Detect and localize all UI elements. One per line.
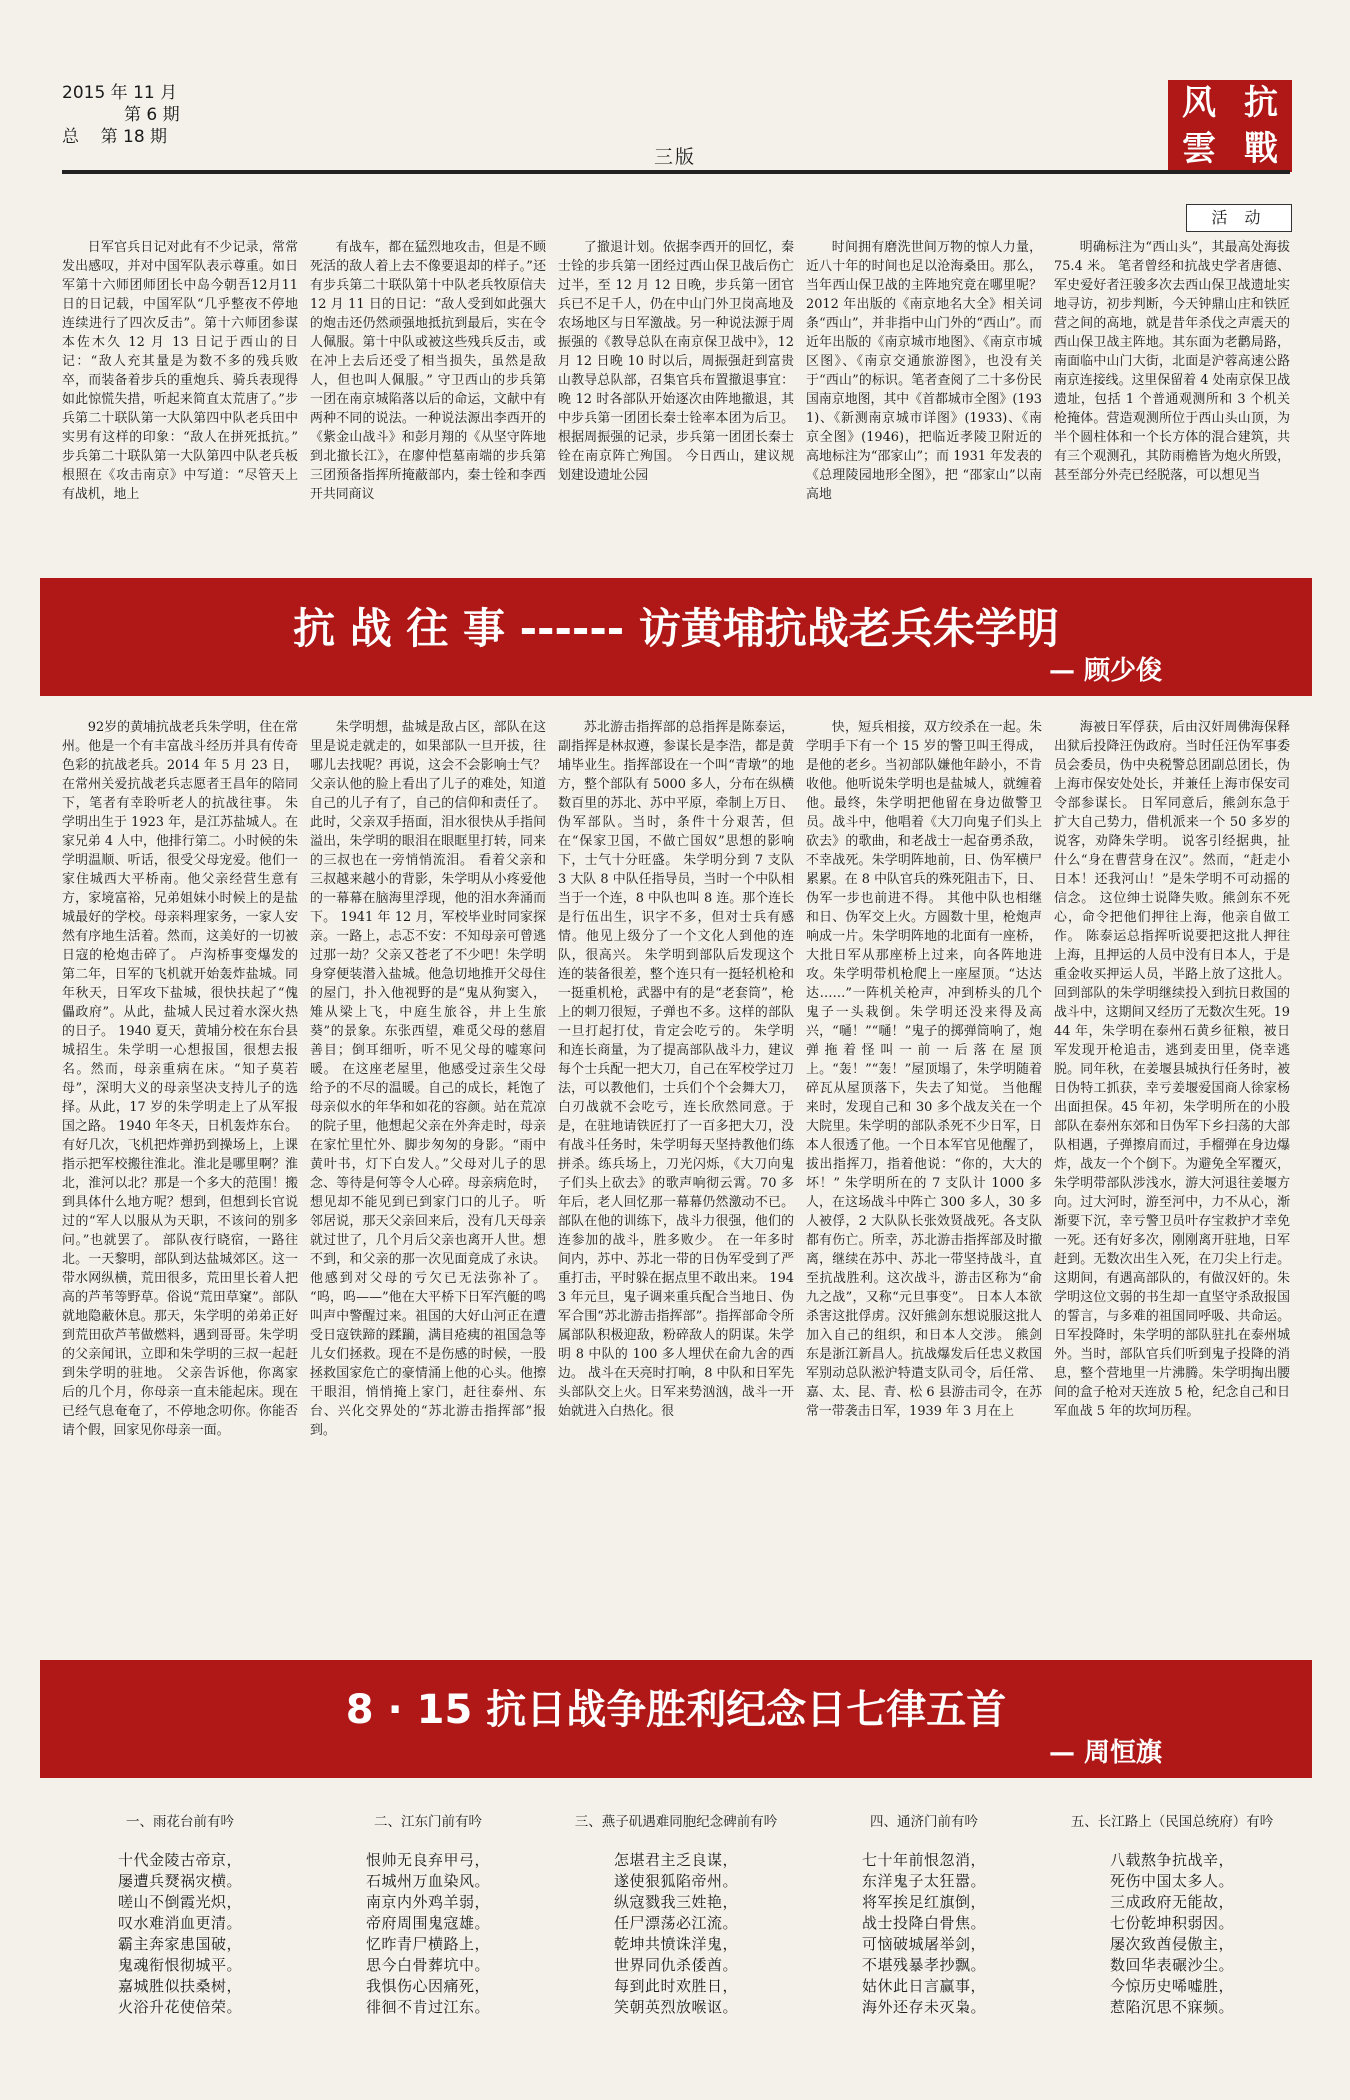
article-column: 快，短兵相接，双方绞杀在一起。朱学明手下有一个 15 岁的警卫叫王得成，是他的老乡。当初部队嫌他年龄小，不肯收他。他听说朱学明也是盐城人，就缠着他。最终，朱学明把他留在身边做警卫员。战斗中，他唱着《大刀向鬼子们头上砍去》的歌曲，和老战士一起奋勇杀敌，不幸战死。朱学明阵地前，日、伪军横尸累累。在 8 中队官兵的殊死阻击下，日、伪军一步也前进不得。 其他中队也相继和日、伪军交上火。方圆数十里，枪炮声响成一片。朱学明阵地的北面有一座桥，大批日军从那座桥上过来，向各阵地进攻。朱学明带机枪爬上一座屋顶。“达达达……”一阵机关枪声，冲到桥头的几个鬼子一头栽倒。朱学明还没来得及高兴，“嗵！”“嗵！”鬼子的掷弹筒响了，炮弹拖着怪叫一前一后落在屋顶上。“轰！”“轰！”屋顶塌了，朱学明随着碎瓦从屋顶落下，失去了知觉。 当他醒来时，发现自己和 30 多个战友关在一个大院里。朱学明的部队杀死不少日军，日本人很透了他。一个日本军官见他醒了，拔出指挥刀，指着他说：“你的，大大的坏！” 朱学明所在的 7 支队计 1000 多人，在这场战斗中阵亡 300 多人，30 多人被俘，2 大队队长张效贤战死。各支队都有伤亡。所幸，苏北游击指挥部及时撤离，继续在苏中、苏北一带坚持战斗，直至抗战胜利。这次战斗，游击区称为“俞九之战”，又称“元旦事变”。 日本人本欲杀害这批俘虏。汉奸熊剑东想说服这批人加入自己的组织，和日本人交涉。 熊剑东是浙江新昌人。抗战爆发后任忠义救国军别动总队淞沪特遣支队司令，后任常、嘉、太、昆、青、松 6 县游击司令，在苏常一带袭击日军，1939 年 3 月在上 [806, 720, 1042, 1419]
poem [62, 1810, 298, 2018]
poem-line: 思今白骨葬坑中。 [365, 1956, 490, 1974]
poem-line: 恨帅无良弃甲弓， [365, 1851, 490, 1869]
poem-line: 屡遭兵燹祸灾横。 [117, 1872, 242, 1890]
poem-line: 屡次致酋侵傲主， [1109, 1935, 1234, 1953]
top-column: 明确标注为“西山头”，其最高处海拔 75.4 米。 笔者曾经和抗战史学者唐德、军史爱好者汪骏多次去西山保卫战遗址实地寻访，初步判断，今天钟鼎山庄和铁匠营之间的高地，就是昔年杀伐之声震天的西山保卫战主阵地。其东面为老鹳局路，南面临中山门大街，北面是沪蓉高速公路南京连接线。这里保留着 4 处南京保卫战遗址，包括 1 个普通观测所和 3 个机关枪掩体。营造观测所位于西山头山顶，为半个圆柱体和一个长方体的混合建筑，共有三个观测孔，其防雨檐皆为炮火所毁，甚至部分外壳已经脱落，可以想见当 [1054, 240, 1290, 483]
poem [1054, 1810, 1290, 2018]
poem-line: 死伤中国太多人。 [1109, 1872, 1234, 1890]
main-article [62, 718, 1290, 1638]
top-article [62, 238, 1290, 558]
poem-line: 纵寇戮我三姓艳， [613, 1893, 738, 1911]
poem-line: 七份乾坤积弱因。 [1109, 1914, 1234, 1932]
article-banner [40, 578, 1312, 696]
poem-line: 每到此时欢胜日， [613, 1977, 738, 1995]
poem-line: 七十年前恨忽消， [861, 1851, 986, 1869]
poem-line: 火浴升花使倍荣。 [117, 1998, 242, 2016]
poem [806, 1810, 1042, 2018]
poem-line: 遂使狠狐陷帝州。 [613, 1872, 738, 1890]
poem-line: 帝府周围鬼寇雄。 [365, 1914, 490, 1932]
poem-line: 乾坤共愤诛洋鬼， [613, 1935, 738, 1953]
article-column: 海被日军俘获，后由汉奸周佛海保释出狱后投降汪伪政府。当时任汪伪军事委员会委员，伪中央税警总团副总团长，伪上海市保安处处长，并兼任上海市保安司令部参谋长。 日军同意后，熊剑东急于扩大自己势力，借机派来一个 50 多岁的说客，劝降朱学明。 说客引经据典，扯什么“身在曹营身在汉”。然而，“赶走小日本！还我河山！”是朱学明不可动摇的信念。 这位绅士说降失败。熊剑东不死心，命令把他们押往上海，他亲自做工作。 陈泰运总指挥听说要把这批人押往上海，且押运的人员中没有日本人，于是重金收买押运人员，半路上放了这批人。 回到部队的朱学明继续投入到抗日救国的战斗中，这期间又经历了无数次生死。1944 年，朱学明在泰州石黄乡征粮，被日军发现开枪追击，逃到麦田里，侥幸逃脱。同年秋，在姜堰县城执行任务时，被日伪特工抓获，幸亏姜堰爱国商人徐家杨出面担保。45 年初，朱学明所在的小股部队在泰州东郊和日伪军下乡扫荡的大部队相遇，子弹擦肩而过，手榴弹在身边爆炸，战友一个个倒下。为避免全军覆灭，朱学明带部队涉浅水，游大河退往姜堰方向。过大河时，游至河中，力不从心，渐渐要下沉，幸亏警卫员叶存宝救护才幸免一死。还有好多次，刚刚离开驻地，日军赶到。无数次出生入死，在刀尖上行走。这期间，有遇高部队的，有做汉奸的。朱学明这位文弱的书生却一直坚守杀敌报国的誓言，与多难的祖国同呼吸、共命运。 日军投降时，朱学明的部队驻扎在泰州城外。当时，部队官兵们听到鬼子投降的消息，整个营地里一片沸腾。朱学明掏出腰间的盒子枪对天连放 5 枪，纪念自己和日军血战 5 年的坎坷历程。 [1054, 720, 1290, 1419]
poem-line: 三成政府无能故， [1109, 1893, 1234, 1911]
issue-date: 2015 年 11 月 [62, 83, 178, 103]
top-column: 了撤退计划。依据李西开的回忆，秦士铨的步兵第一团经过西山保卫战后伤亡过半，至 12 月 12 日晚，步兵第一团官兵已不足千人，仍在中山门外卫岗高地及农场地区与日军激战。另一种说法源于周振强的《教导总队在南京保卫战中》，12 月 12 日晚 10 时以后，周振强赶到富贵山教导总队部，召集官兵布置撤退事宜：晚 12 时各部队开始逐次由阵地撤退，其中步兵第一团团长秦士铨率本团为后卫。根据周振强的记录，步兵第一团团长秦士铨在南京阵亡殉国。 今日西山，建议规划建设遗址公园 [558, 240, 794, 483]
issue-meta [62, 82, 180, 148]
poem-line: 石城州万血染风。 [365, 1872, 490, 1890]
page-label: 三版 [653, 146, 696, 168]
poem-title: 二、江东门前有吟 [374, 1814, 482, 1830]
poem-section-title: 8 · 15 抗日战争胜利纪念日七律五首 [345, 1687, 1007, 1733]
article-column: 朱学明想，盐城是敌占区，部队在这里是说走就走的，如果部队一旦开拔，往哪儿去找呢？再说，这会不会影响士气？父亲认他的脸上看出了儿子的难处，知道自己的儿子有了，自己的信仰和责任了。此时，父亲双手捂面，泪水很快从手指间溢出，朱学明的眼泪在眼眶里打转，同来的三叔也在一旁悄悄流泪。 看着父亲和三叔越来越小的背影，朱学明从小疼爱他的一幕幕在脑海里浮现，他的泪水奔涌而下。 1941 年 12 月，军校毕业时同家探亲。一路上，忐忑不安：不知母亲可曾逃过那一劫？父亲又苍老了不少吧！朱学明身穿便装潜入盐城。他急切地推开父母住的屋门，扑入他视野的是“鬼从狗窦入，雉从梁上飞，中庭生旅谷，井上生旅葵”的景象。东张西望，难觅父母的慈眉善目；倒耳细听，听不见父母的嘘寒问暖。 在这座老屋里，他感受过亲生父母给予的不尽的温暖。自己的成长，耗饱了母亲似水的年华和如花的容颜。站在荒凉的院子里，他想起父亲在外奔走时，母亲在家忙里忙外、脚步匆匆的身影。“雨中黄叶书，灯下白发人。”父母对儿子的思念、等待是何等令人心碎。母亲病危时，想见却不能见到已到家门口的儿子。 听邻居说，那天父亲回来后，没有几天母亲就过世了，几个月后父亲也离开人世。想不到，和父亲的那一次见面竟成了永诀。他感到对父母的亏欠已无法弥补了。 “呜，呜——”他在大平桥下日军汽艇的鸣叫声中警醒过来。祖国的大好山河正在遭受日寇铁蹄的蹂躏，满目疮痍的祖国急等儿女们拯救。现在不是伤感的时候，一股拯救国家危亡的豪情涌上他的心头。他擦干眼泪，悄悄掩上家门，赶往泰州、东台、兴化交界处的“苏北游击指挥部”报到。 [310, 720, 546, 1438]
poem-line: 鬼魂衔恨彻城平。 [117, 1956, 242, 1974]
poem-grid [62, 1810, 1290, 2018]
poem-line: 霸主奔家患国破， [117, 1935, 242, 1953]
logo-char: 戰 [1244, 129, 1278, 169]
poem-line: 我惧伤心因痛死， [365, 1977, 490, 1995]
poem-line: 笑朝英烈放喉讴。 [613, 1998, 738, 2016]
section-tag: 活 动 [1186, 204, 1292, 232]
poem-line: 可恼破城屠举剑， [861, 1935, 986, 1953]
issue-total: 总 第 18 期 [62, 127, 168, 147]
logo-char: 雲 [1182, 129, 1216, 169]
issue-number: 第 6 期 [124, 105, 180, 125]
poem-line: 忆昨青尸横路上， [365, 1935, 490, 1953]
poem-title: 五、长江路上（民国总统府）有吟 [1070, 1814, 1274, 1830]
poem-line: 战士投降白骨焦。 [861, 1914, 986, 1932]
poem-line: 东洋鬼子太狂嚣。 [861, 1872, 986, 1890]
article-column: 苏北游击指挥部的总指挥是陈泰运，副指挥是林叔遵，参谋长是李浩，都是黄埔毕业生。指挥部设在一个叫“青墩”的地方，整个部队有 5000 多人，分布在纵横数百里的苏北、苏中平原，牵制上万日、伪军部队。当时，条件十分艰苦，但在“保家卫国，不做亡国奴”思想的影响下，士气十分旺盛。 朱学明分到 7 支队 3 大队 8 中队任指导员，当时一个中队相当于一个连，8 中队也叫 8 连。那个连长是行伍出生，识字不多，但对士兵有感情。他见上级分了一个文化人到他的连队，很高兴。 朱学明到部队后发现这个连的装备很差，整个连只有一挺轻机枪和一挺重机枪，武器中有的是“老套筒”，枪上的刺刀很短，子弹也不多。这样的部队一旦打起打仗，肯定会吃亏的。 朱学明和连长商量，为了提高部队战斗力，建议每个士兵配一把大刀，自己在军校学过刀法，可以教他们，士兵们个个会舞大刀，白刃战就不会吃亏，连长欣然同意。于是，在驻地请铁匠打了一百多把大刀，没有战斗任务时，朱学明每天坚持教他们练拼杀。练兵场上，刀光闪烁，《大刀向鬼子们头上砍去》的歌声响彻云霄。70 多年后，老人回忆那一幕幕仍然激动不已。 部队在他的训练下，战斗力很强，他们的连参加的战斗，胜多败少。 在一年多时间内，苏中、苏北一带的日伪军受到了严重打击，平时躲在据点里不敢出来。 1943 年元旦，鬼子调来重兵配合当地日、伪军合围“苏北游击指挥部”。指挥部命令所属部队积极迎敌，粉碎敌人的阴谋。朱学明 8 中队的 100 多人埋伏在俞九舍的西边。 战斗在天亮时打响，8 中队和日军先头部队交上火。日军来势汹汹，战斗一开始就进入白热化。很 [558, 720, 794, 1419]
newspaper-logo [1168, 80, 1292, 172]
poem-line: 不堪残暴孝抄飘。 [861, 1956, 986, 1974]
poem-line: 数回华表碾沙尘。 [1109, 1956, 1234, 1974]
poem [558, 1810, 794, 2018]
article-column: 92岁的黄埔抗战老兵朱学明，住在常州。他是一个有丰富战斗经历并具有传奇色彩的抗战老兵。2014 年 5 月 23 日，在常州关爱抗战老兵志愿者王昌年的陪同下，笔者有幸聆听老人的抗战往事。 朱学明出生于 1923 年，是江苏盐城人。在家兄弟 4 人中，他排行第二。小时候的朱学明温顺、听话，很受父母宠爱。他们一家住城西大平桥南。他父亲经营生意有方，家境富裕，兄弟姐妹小时候上的是盐城最好的学校。母亲料理家务，一家人安然有序地生活着。然而，这美好的一切被日寇的枪炮击碎了。 卢沟桥事变爆发的第二年，日军的飞机就开始轰炸盐城。同年秋天，日军攻下盐城，很快扶起了“傀儡政府”。从此，盐城人民过着水深火热的日子。 1940 夏天，黄埔分校在东台县城招生。朱学明一心想报国，很想去报名。然而，母亲重病在床。“知子莫若母”，深明大义的母亲坚决支持儿子的选择。从此，17 岁的朱学明走上了从军报国之路。 1940 年冬天，日机轰炸东台。有好几次，飞机把炸弹扔到操场上，上课指示把军校搬往淮北。淮北是哪里啊？淮北，淮河以北？那是一个多大的范围！搬到具体什么地方呢？想到，但想到长官说过的“军人以服从为天职，不该问的别多问。”也就罢了。 部队夜行晓宿，一路往北。一天黎明，部队到达盐城郊区。这一带水网纵横，荒田很多，荒田里长着人把高的芦苇等野草。俗说“荒田草窠”。部队就地隐蔽休息。那天，朱学明的弟弟正好到荒田砍芦苇做燃料，遇到哥哥。朱学明的父亲闻讯，立即和朱学明的三叔一起赶到朱学明的驻地。 父亲告诉他，你离家后的几个月，你母亲一直未能起床。现在已经气息奄奄了，不停地念叨你。你能否请个假，回家见你母亲一面。 [62, 720, 298, 1438]
poem-line: 世界同仇杀倭酋。 [613, 1956, 738, 1974]
logo-char: 抗 [1244, 83, 1278, 123]
poem-author: — 周恒旗 [1048, 1738, 1162, 1768]
top-column: 日军官兵日记对此有不少记录，常常发出感叹，并对中国军队表示尊重。如日军第十六师团师团长中岛今朝吾12月11日的日记载，中国军队“几乎整夜不停地连续进行了四次反击”。第十六师团参谋本佐木久 12 月 13 日记于西山的日记：“敌人充其量是为数不多的残兵败卒，而装备着步兵的重炮兵、骑兵表现得如此惊慌失措，听起来简直太荒唐了。”步兵第二十联队第一大队第四中队老兵田中实男有这样的印象：“敌人在拼死抵抗。” 步兵第二十联队第一大队第四中队老兵板根照在《攻击南京》中写道：“尽管天上有战机，地上 [62, 240, 298, 502]
poem-line: 十代金陵古帝京， [117, 1851, 242, 1869]
poem-line: 海外还存未灭枭。 [861, 1998, 986, 2016]
top-column: 时间拥有磨洗世间万物的惊人力量，近八十年的时间也足以沧海桑田。那么，当年西山保卫战的主阵地究竟在哪里呢？2012 年出版的《南京地名大全》相关词条“西山”，并非指中山门外的“西山”。而近年出版的《南京城市地图》、《南京市城区图》、《南京交通旅游图》，也没有关于“西山”的标识。笔者查阅了二十多份民国南京地图，其中《首都城市全图》(1931)、《新测南京城市详图》(1933)、《南京全图》(1946)，把临近孝陵卫附近的高地标注为“邵家山”；而 1931 年发表的《总理陵园地形全图》，把 “邵家山”以南高地 [806, 240, 1042, 502]
poem-line: 今惊历史唏嘘胜， [1109, 1977, 1234, 1995]
top-column: 有战车，都在猛烈地攻击，但是不顾死活的敌人着上去不像要退却的样子。”还有步兵第二十联队第十中队老兵牧原信夫 12 月 11 日的日记：“敌人受到如此强大的炮击还仍然顽强地抵抗到最后，实在令人佩服。第十中队或被这些残兵反击，或在冲上去后还受了相当损失，虽然是敌人，但也叫人佩服。” 守卫西山的步兵第一团在南京城陷落以后的命运，文献中有两种不同的说法。一种说法源出李西开的《紫金山战斗》和彭月翔的《从坚守阵地到北撤长江》，在廖仲恺墓南端的步兵第三团预备指挥所掩蔽部内，秦士铨和李西开共同商议 [310, 240, 546, 502]
poem-line: 姑休此日言赢事， [861, 1977, 986, 1995]
article-title: 抗 战 往 事 ------ 访黄埔抗战老兵朱学明 [293, 604, 1059, 653]
poem-line: 南京内外鸡羊弱， [365, 1893, 490, 1911]
poem-line: 嘉城胜似扶桑树， [117, 1977, 242, 1995]
poem-line: 任尸漂荡必江流。 [613, 1914, 738, 1932]
poem-line: 将军挨足红旗倒， [861, 1893, 986, 1911]
poem-title: 三、燕子矶遇难同胞纪念碑前有吟 [574, 1814, 778, 1830]
poem-line: 八载熬争抗战辛， [1109, 1851, 1234, 1869]
poem-line: 徘徊不肯过江东。 [365, 1998, 490, 2016]
poem-line: 怎堪君主乏良谋， [613, 1851, 738, 1869]
header-rule [62, 170, 1290, 174]
poem-banner [40, 1660, 1312, 1778]
logo-char: 风 [1182, 83, 1216, 123]
poem-line: 嗟山不倒霞光炽， [117, 1893, 242, 1911]
poem-title: 一、雨花台前有吟 [126, 1814, 234, 1830]
poem-line: 叹水难消血更清。 [117, 1914, 242, 1932]
poem [310, 1810, 546, 2018]
poem-line: 惹陷沉思不寐频。 [1109, 1998, 1234, 2016]
poem-title: 四、通济门前有吟 [870, 1814, 978, 1830]
article-author: — 顾少俊 [1048, 656, 1162, 686]
